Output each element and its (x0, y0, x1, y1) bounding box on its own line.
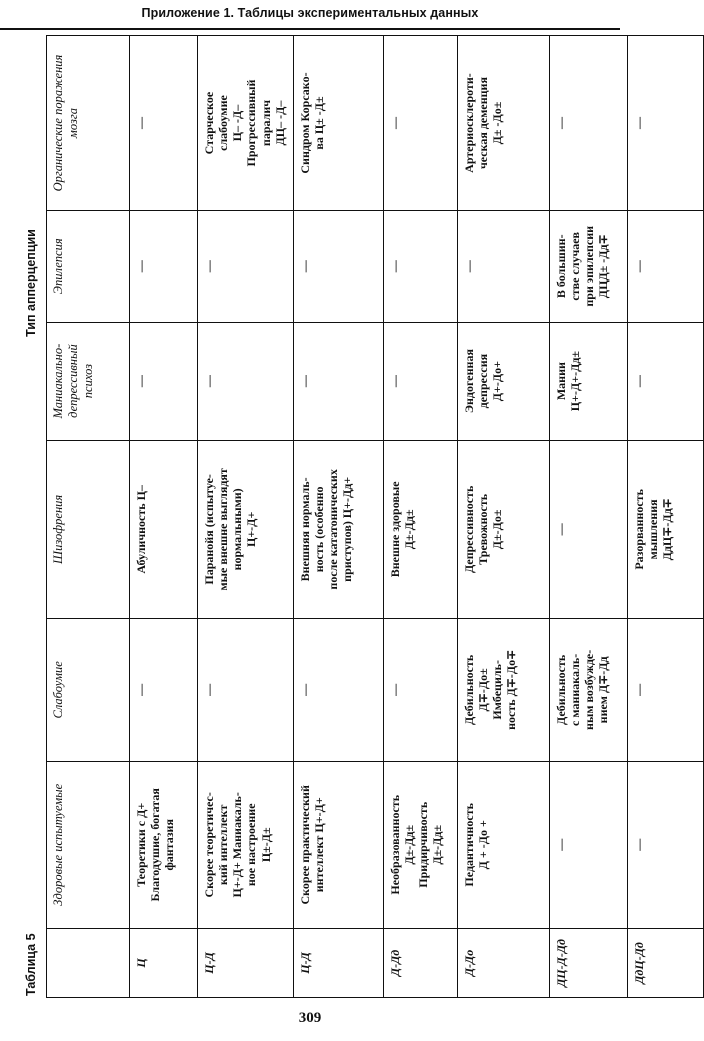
table-cell (130, 440, 198, 618)
cell-line: Д±-Дд± (430, 824, 445, 865)
cell-line: Ц+-Д+ Маниакаль- (230, 792, 245, 898)
cell-line: нием Д∓-Дд (596, 656, 611, 724)
row-apperception-type: Д-До (458, 928, 550, 997)
empty-dash: — (202, 683, 216, 696)
row-apperception-type: Д-Дд (384, 928, 458, 997)
empty-dash: — (554, 523, 568, 536)
cell-line: Скорее практический (298, 785, 312, 905)
cell-line: Ц+-Д+-Дд± (568, 351, 583, 412)
table-cell (294, 322, 384, 440)
empty-dash: — (298, 260, 312, 273)
cell-line: с маниакаль- (568, 653, 583, 726)
cell-line: Синдром Корсако- (298, 72, 312, 174)
table-cell (198, 322, 294, 440)
cell-line: Дебильность (462, 654, 476, 725)
column-header: Здоровые испытуемые (47, 761, 130, 928)
empty-dash: — (298, 683, 312, 696)
empty-dash: — (632, 375, 646, 388)
empty-dash: — (388, 117, 402, 130)
table-cell (130, 211, 198, 322)
table-cell (294, 211, 384, 322)
table-row (550, 36, 628, 998)
table-cell (294, 440, 384, 618)
apperception-group-label: Тип апперцепции (24, 229, 38, 337)
row-apperception-type: Ц (130, 928, 198, 997)
row-apperception-type: ДЦ-Д-Дд (550, 928, 628, 997)
cell-line: Мании (554, 362, 568, 401)
table-cell (198, 211, 294, 322)
table-cell (550, 211, 628, 322)
cell-line: Дебильность (554, 654, 568, 725)
table-row (384, 36, 458, 998)
empty-dash: — (298, 375, 312, 388)
table-cell (384, 440, 458, 618)
table-cell (198, 36, 294, 211)
table-cell (628, 440, 704, 618)
table-cell (458, 36, 550, 211)
cell-line: нормальными) (230, 488, 245, 571)
empty-dash: — (632, 260, 646, 273)
cell-line: Паранойя (испытуе- (202, 474, 216, 585)
cell-line: Необразованность (388, 794, 402, 895)
table-cell (198, 761, 294, 928)
empty-dash: — (134, 260, 148, 273)
cell-line: Д± -До± (490, 101, 505, 145)
cell-line: Старческое (202, 91, 216, 155)
empty-dash: — (388, 260, 402, 273)
table-row (198, 36, 294, 998)
cell-line: ным возбужде- (582, 649, 597, 730)
cell-line: ческая деменция (476, 77, 491, 169)
empty-dash: — (202, 375, 216, 388)
cell-line: ность (особенно (312, 486, 327, 573)
table-cell (458, 619, 550, 762)
rotated-table-block (18, 35, 675, 998)
cell-line: Ц– -Д– (230, 104, 245, 142)
cell-line: мые внешне выглядят (216, 468, 231, 591)
table-cell (384, 36, 458, 211)
cell-line: Прогрессивный (244, 79, 259, 167)
data-table (46, 35, 704, 998)
cell-line: кий интеллект (216, 804, 231, 885)
table-cell (628, 322, 704, 440)
table-row (458, 36, 550, 998)
cell-line: Скорее теоретичес- (202, 792, 216, 898)
table-cell (130, 322, 198, 440)
table-cell (458, 440, 550, 618)
cell-line: Педантичность (462, 803, 476, 887)
cell-line: Д∓-До± (476, 668, 491, 712)
cell-line: при эпилепсии (582, 225, 597, 307)
cell-line: Внешне здоровые (388, 481, 402, 578)
table-cell (458, 322, 550, 440)
running-head: Приложение 1. Таблицы экспериментальных данных (141, 6, 479, 20)
empty-dash: — (202, 260, 216, 273)
empty-dash: — (462, 260, 476, 273)
cell-line: депрессия (476, 353, 491, 409)
cell-line: Д±-До± (490, 509, 505, 550)
cell-line: Д + -До + (476, 820, 491, 870)
empty-dash: — (388, 375, 402, 388)
table-cell (550, 761, 628, 928)
table-cell (198, 440, 294, 618)
cell-line: Д±-Дд± (402, 824, 417, 865)
table-row (294, 36, 384, 998)
header-rule (0, 28, 620, 30)
cell-line: Депрессивность (462, 485, 476, 574)
cell-line: Абуличность Ц– (134, 485, 148, 574)
cell-line: ДЦ– -Д– (272, 100, 287, 146)
cell-line: интеллект Ц+-Д+ (312, 797, 327, 893)
cell-line: В большин- (554, 234, 568, 299)
table-cell (384, 211, 458, 322)
table-cell (628, 36, 704, 211)
column-header: Слабоумие (47, 619, 130, 762)
cell-line: ное настроение (244, 803, 259, 887)
cell-line: Разорванность (632, 489, 646, 570)
cell-line: стве случаев (568, 231, 583, 301)
table-cell (294, 761, 384, 928)
empty-dash: — (134, 117, 148, 130)
empty-dash: — (632, 838, 646, 851)
column-header (47, 928, 130, 997)
cell-line: паралич (258, 99, 273, 147)
table-cell (384, 761, 458, 928)
cell-line: Теоретики с Д+ (134, 802, 148, 887)
table-cell (458, 211, 550, 322)
table-cell (550, 322, 628, 440)
cell-line: приступов) Ц+-Дд+ (340, 476, 355, 582)
table-row (628, 36, 704, 998)
cell-line: Эндогенная (462, 349, 476, 414)
table-cell (628, 619, 704, 762)
page-number: 309 (298, 1010, 322, 1026)
empty-dash: — (134, 375, 148, 388)
cell-line: слабоумие (216, 95, 231, 151)
table-cell (458, 761, 550, 928)
table-cell (550, 619, 628, 762)
column-header: Эпилепсия (47, 211, 130, 322)
table-cell (628, 211, 704, 322)
table-cell (130, 761, 198, 928)
table-cell (130, 619, 198, 762)
column-header: Органические поражения мозга (47, 36, 130, 211)
empty-dash: — (554, 838, 568, 851)
row-apperception-type: Ц-Д (294, 928, 384, 997)
row-apperception-type: Ц-Д (198, 928, 294, 997)
cell-line: мышления (646, 499, 661, 560)
cell-line: Д±-Дд± (402, 509, 417, 550)
table-cell (550, 36, 628, 211)
cell-line: Д+-До+ (490, 361, 505, 402)
empty-dash: — (554, 117, 568, 130)
cell-line: после кататонических (326, 469, 341, 590)
cell-line: Благодушие, богатая фантазия (148, 788, 177, 902)
table-cell (130, 36, 198, 211)
cell-line: ДЦД± -Дд∓ (596, 234, 611, 299)
table-cell (294, 619, 384, 762)
table-cell (550, 440, 628, 618)
cell-line: Ц±-Д± (258, 827, 273, 863)
cell-line: Имбециль- (490, 660, 505, 720)
table-cell (198, 619, 294, 762)
table-cell (628, 761, 704, 928)
column-header: Маниакально-депрессивный психоз (47, 322, 130, 440)
empty-dash: — (388, 683, 402, 696)
empty-dash: — (632, 683, 646, 696)
cell-line: Придирчивость (416, 801, 431, 888)
table-row (130, 36, 198, 998)
table-cell (384, 619, 458, 762)
cell-line: Артериосклероти- (462, 73, 476, 173)
cell-line: Внешняя нормаль- (298, 477, 312, 582)
row-apperception-type: ДдЦ-Дд (628, 928, 704, 997)
table-label: Таблица 5 (24, 933, 38, 996)
cell-line: ва Ц± -Д± (312, 96, 327, 150)
column-header: Шизофрения (47, 440, 130, 618)
cell-line: ность Д∓-До∓ (504, 649, 519, 730)
empty-dash: — (632, 117, 646, 130)
cell-line: ДдЦ∓-Дд∓ (660, 498, 675, 561)
table-cell (294, 36, 384, 211)
cell-line: Тревожность (476, 493, 491, 565)
cell-line: Ц+-Д+ (244, 511, 259, 547)
table-cell (384, 322, 458, 440)
header-row (47, 36, 130, 998)
empty-dash: — (134, 683, 148, 696)
